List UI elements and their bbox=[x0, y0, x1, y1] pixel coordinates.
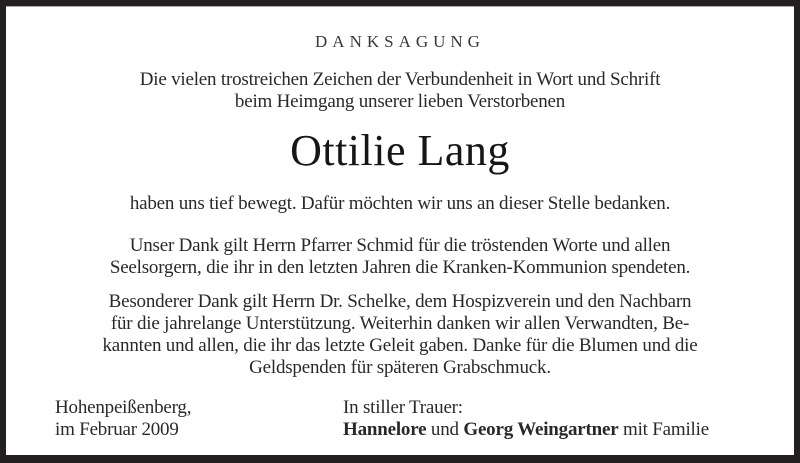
intro-paragraph bbox=[55, 69, 745, 113]
intro-line-2: beim Heimgang unserer lieben Verstorbenen bbox=[234, 91, 566, 112]
thanks-special-line-3: kannten und allen, die ihr das letzte Geleit gaben. Danke für die Blumen und die bbox=[102, 335, 698, 356]
deceased-name: Ottilie Lang bbox=[290, 126, 510, 175]
place-date-block bbox=[55, 397, 343, 441]
footer-row bbox=[55, 397, 745, 441]
thanks-clergy-line-1: Unser Dank gilt Herrn Pfarrer Schmid für die tröstenden Worte und allen bbox=[129, 235, 671, 256]
mourning-label: In stiller Trauer: bbox=[343, 397, 463, 418]
mourners-suffix: mit Familie bbox=[618, 419, 709, 440]
thanks-clergy-paragraph bbox=[55, 235, 745, 279]
notice-header: DANKSAGUNG bbox=[315, 32, 485, 51]
gratitude-line: haben uns tief bewegt. Dafür möchten wir uns an dieser Stelle bedanken. bbox=[129, 193, 671, 214]
mourners-block bbox=[343, 397, 709, 441]
thanks-clergy-line-2: Seelsorgern, die ihr in den letzten Jahren die Kranken-Kommunion spendeten. bbox=[109, 257, 691, 278]
thanks-special-line-1: Besonderer Dank gilt Herrn Dr. Schelke, dem Hospizverein und den Nachbarn bbox=[108, 291, 692, 312]
place-line: Hohenpeißenberg, bbox=[55, 397, 192, 418]
notice-content bbox=[6, 6, 794, 455]
intro-line-1: Die vielen trostreichen Zeichen der Verbundenheit in Wort und Schrift bbox=[139, 69, 661, 90]
mourner-name-2: Georg Weingartner bbox=[463, 419, 619, 440]
mourners-line bbox=[343, 419, 709, 441]
thanks-special-line-4: Geldspenden für späteren Grabschmuck. bbox=[249, 357, 551, 378]
mourner-name-1: Hannelore bbox=[343, 419, 427, 440]
date-line: im Februar 2009 bbox=[55, 419, 179, 440]
thanks-special-line-2: für die jahrelange Unterstützung. Weiterhin danken wir allen Verwandten, Be- bbox=[110, 313, 690, 334]
thanks-special-paragraph bbox=[55, 291, 745, 379]
mourners-conjunction: und bbox=[426, 419, 464, 440]
